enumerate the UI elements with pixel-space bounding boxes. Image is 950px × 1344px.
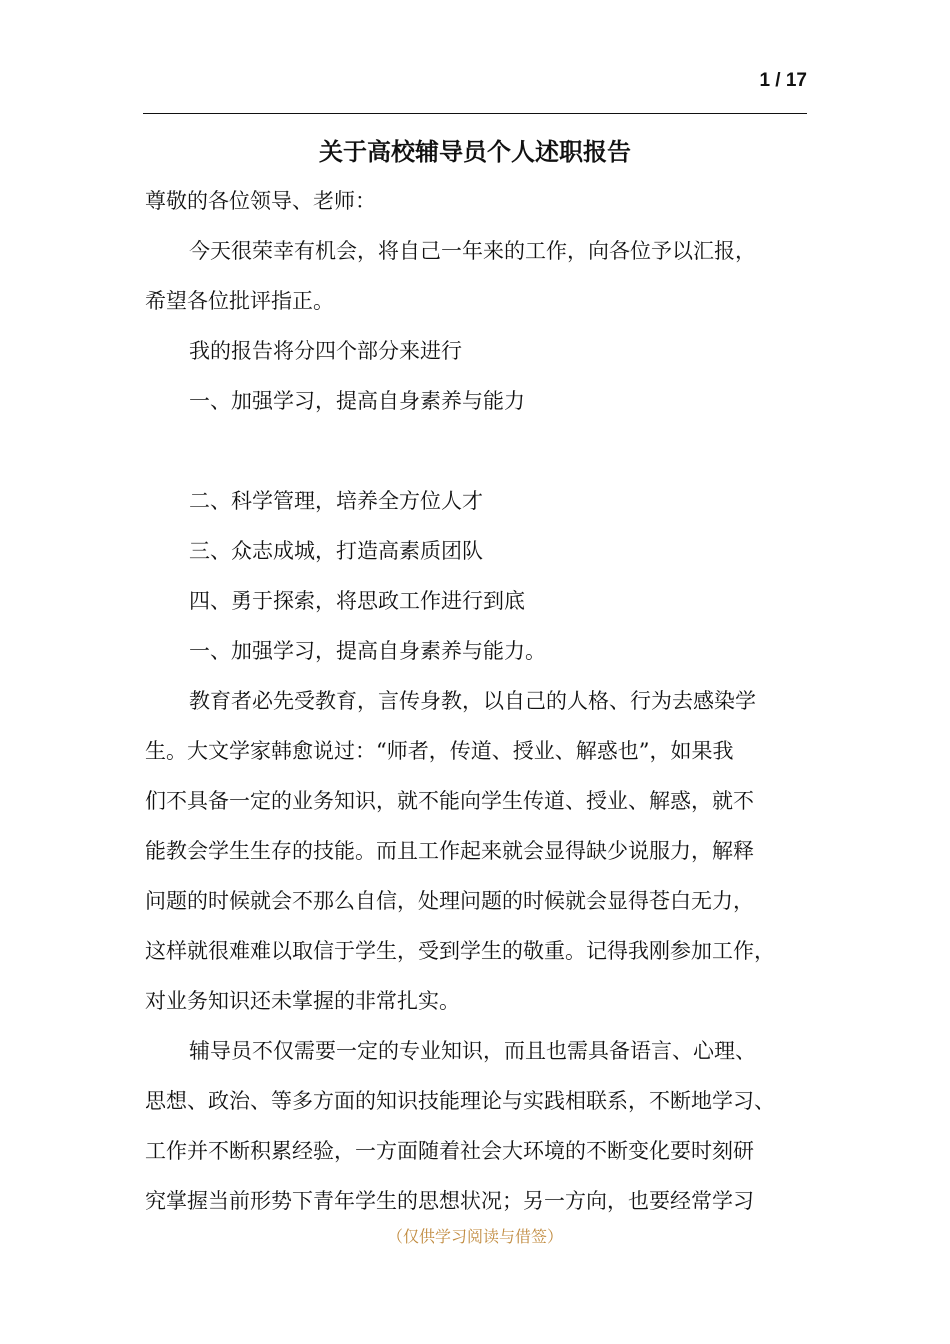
- body-line: 这样就很难难以取信于学生，受到学生的敬重。记得我刚参加工作，: [145, 939, 775, 963]
- body-line: 今天很荣幸有机会，将自己一年来的工作，向各位予以汇报，: [189, 239, 756, 263]
- footer-note: （仅供学习阅读与借签）: [386, 1227, 563, 1246]
- page-number: 1 / 17: [759, 70, 807, 91]
- body-line: 一、加强学习，提高自身素养与能力: [189, 389, 525, 413]
- body-line: 希望各位批评指正。: [145, 289, 334, 313]
- body-line: 四、勇于探索，将思政工作进行到底: [189, 589, 525, 613]
- document-title: 关于高校辅导员个人述职报告: [319, 137, 631, 166]
- body-line: 一、加强学习，提高自身素养与能力。: [189, 639, 546, 663]
- header-rule: [143, 113, 807, 114]
- body-line: 问题的时候就会不那么自信，处理问题的时候就会显得苍白无力，: [145, 889, 754, 913]
- body-line: 们不具备一定的业务知识，就不能向学生传道、授业、解惑，就不: [145, 789, 754, 813]
- body-line: 生。大文学家韩愈说过：“师者，传道、授业、解惑也”，如果我: [145, 739, 734, 763]
- body-line: 辅导员不仅需要一定的专业知识，而且也需具备语言、心理、: [189, 1039, 756, 1063]
- body-line: 教育者必先受教育，言传身教，以自己的人格、行为去感染学: [189, 689, 756, 713]
- body-line: 我的报告将分四个部分来进行: [189, 339, 462, 363]
- body-line: 究掌握当前形势下青年学生的思想状况；另一方向，也要经常学习: [145, 1189, 754, 1213]
- body-line: 三、众志成城，打造高素质团队: [189, 539, 483, 563]
- body-line: 二、科学管理，培养全方位人才: [189, 489, 483, 513]
- body-line: 尊敬的各位领导、老师：: [145, 189, 376, 213]
- body-line: 思想、政治、等多方面的知识技能理论与实践相联系，不断地学习、: [145, 1089, 775, 1113]
- body-line: 对业务知识还未掌握的非常扎实。: [145, 989, 460, 1013]
- body-line: 能教会学生生存的技能。而且工作起来就会显得缺少说服力，解释: [145, 839, 754, 863]
- body-line: 工作并不断积累经验，一方面随着社会大环境的不断变化要时刻研: [145, 1139, 754, 1163]
